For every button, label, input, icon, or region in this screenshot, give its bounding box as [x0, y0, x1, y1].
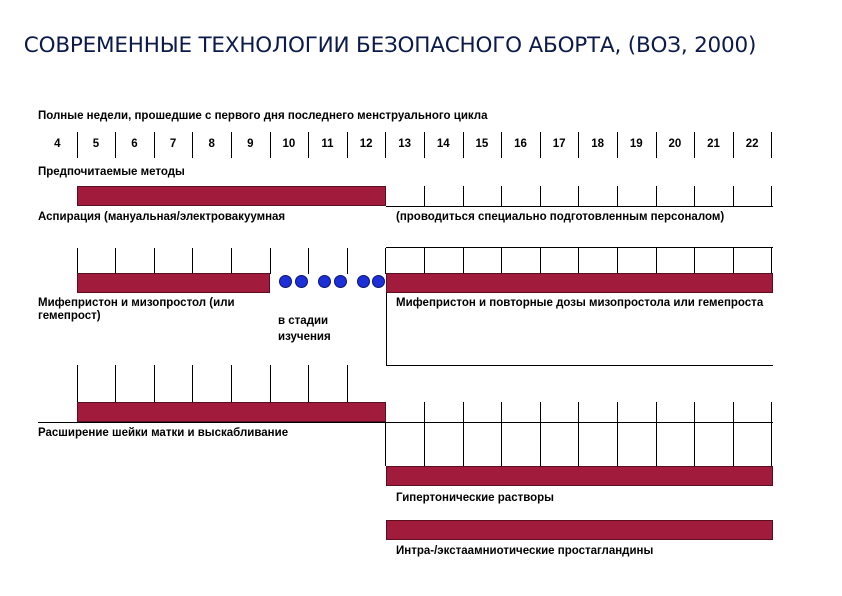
mife-tick-1 [77, 248, 78, 274]
week-label-18: 18 [591, 138, 605, 150]
dc-right-tick-19 [771, 402, 772, 466]
dilation-curettage-bar [77, 402, 386, 422]
mife-tick-3 [154, 248, 155, 274]
dc-right-tick-15 [617, 402, 618, 466]
week-divider-5 [231, 132, 232, 158]
mife-tick-8 [347, 248, 348, 274]
dc-tick-8 [347, 365, 348, 403]
week-divider-15 [617, 132, 618, 158]
week-label-22: 22 [745, 138, 759, 150]
week-label-21: 21 [707, 138, 720, 150]
dc-tick-6 [270, 365, 271, 403]
mife-tick-right-13 [540, 248, 541, 274]
week-divider-14 [578, 132, 579, 158]
dc-right-tick-18 [733, 402, 734, 466]
mifepristone-label: Мифепристон и мизопростол (или гемепрост) [38, 297, 235, 322]
dc-right-tick-17 [694, 402, 695, 466]
mifepristone-bottom-line [386, 365, 773, 366]
week-divider-17 [694, 132, 695, 158]
mife-tick-right-11 [463, 248, 464, 274]
week-divider-3 [154, 132, 155, 158]
aspiration-bottom-line [386, 247, 773, 248]
study-dot-4 [334, 275, 347, 288]
week-label-7: 7 [169, 138, 177, 150]
week-label-12: 12 [359, 138, 373, 150]
dc-tick-7 [308, 365, 309, 403]
mife-tick-right-10 [424, 248, 425, 274]
aspiration-tick-16 [656, 186, 657, 206]
week-divider-16 [656, 132, 657, 158]
dc-bottom-line [38, 422, 773, 423]
mife-tick-right-9 [385, 248, 386, 274]
week-divider-7 [308, 132, 309, 158]
week-label-19: 19 [629, 138, 643, 150]
dc-right-tick-12 [501, 402, 502, 466]
week-label-15: 15 [475, 138, 489, 150]
mife-tick-right-14 [578, 248, 579, 274]
mife-tick-6 [270, 248, 271, 274]
aspiration-tick-17 [694, 186, 695, 206]
dc-right-tick-11 [463, 402, 464, 466]
week-divider-1 [77, 132, 78, 158]
aspiration-right-line [386, 206, 773, 207]
study-dot-1 [279, 275, 292, 288]
aspiration-bar [77, 186, 386, 206]
week-divider-13 [540, 132, 541, 158]
week-label-20: 20 [668, 138, 682, 150]
aspiration-tick-18 [733, 186, 734, 206]
section-label: Предпочитаемые методы [38, 166, 185, 178]
week-label-10: 10 [282, 138, 296, 150]
mife-tick-7 [308, 248, 309, 274]
aspiration-tick-15 [617, 186, 618, 206]
study-dot-5 [357, 275, 370, 288]
mife-tick-right-19 [771, 248, 772, 274]
dilation-curettage-label: Расширение шейки матки и выскабливание [38, 427, 289, 439]
aspiration-tick-12 [501, 186, 502, 206]
week-label-11: 11 [321, 138, 334, 150]
week-label-16: 16 [514, 138, 527, 150]
week-divider-8 [347, 132, 348, 158]
dc-right-tick-13 [540, 402, 541, 466]
week-label-17: 17 [552, 138, 566, 150]
prostaglandin-bar [386, 520, 773, 540]
dc-tick-3 [154, 365, 155, 403]
dc-right-tick-10 [424, 402, 425, 466]
dc-right-tick-16 [656, 402, 657, 466]
week-divider-2 [115, 132, 116, 158]
aspiration-tick-10 [424, 186, 425, 206]
dc-right-tick-14 [578, 402, 579, 466]
page-title: СОВРЕМЕННЫЕ ТЕХНОЛОГИИ БЕЗОПАСНОГО АБОРТА, (ВОЗ, 2000) [23, 33, 757, 58]
study-dot-3 [318, 275, 331, 288]
hypertonic-bar [386, 466, 773, 486]
mife-tick-right-15 [617, 248, 618, 274]
mifepristone-late-bar [386, 273, 773, 293]
mifepristone-late-note: Мифепристон и повторные дозы мизопростола или гемепроста [396, 297, 764, 309]
mife-tick-right-12 [501, 248, 502, 274]
mife-tick-right-18 [733, 248, 734, 274]
study-dot-6 [372, 275, 385, 288]
week-divider-19 [771, 132, 772, 158]
aspiration-note: (проводиться специально подготовленным персоналом) [396, 211, 725, 223]
week-divider-6 [270, 132, 271, 158]
aspiration-tick-19 [771, 186, 772, 206]
week-divider-10 [424, 132, 425, 158]
dc-tick-4 [192, 365, 193, 403]
study-note: в стадии изучения [278, 315, 331, 343]
aspiration-label: Аспирация (мануальная/электровакуумная [38, 211, 286, 223]
mife-tick-5 [231, 248, 232, 274]
dc-tick-5 [231, 365, 232, 403]
dc-tick-1 [77, 365, 78, 403]
aspiration-tick-11 [463, 186, 464, 206]
week-label-8: 8 [208, 138, 215, 150]
study-dot-2 [295, 275, 308, 288]
aspiration-tick-14 [578, 186, 579, 206]
mifepristone-early-bar [77, 273, 270, 293]
week-label-9: 9 [247, 138, 254, 150]
prostaglandin-label: Интра-/экстаамниотические простагландины [396, 545, 654, 557]
study-separator [386, 293, 387, 365]
week-divider-9 [385, 132, 386, 158]
week-label-13: 13 [398, 138, 412, 150]
aspiration-tick-13 [540, 186, 541, 206]
mife-tick-right-16 [656, 248, 657, 274]
mife-tick-4 [192, 248, 193, 274]
week-divider-11 [463, 132, 464, 158]
dc-tick-2 [115, 365, 116, 403]
week-label-14: 14 [436, 138, 450, 150]
mife-tick-2 [115, 248, 116, 274]
mife-tick-right-17 [694, 248, 695, 274]
week-divider-12 [501, 132, 502, 158]
axis-label: Полные недели, прошедшие с первого дня последнего менструального цикла [38, 110, 488, 122]
week-label-5: 5 [92, 138, 100, 150]
hypertonic-label: Гипертонические растворы [396, 492, 555, 504]
week-divider-4 [192, 132, 193, 158]
week-divider-18 [733, 132, 734, 158]
week-label-4: 4 [54, 138, 61, 150]
week-label-6: 6 [131, 138, 138, 150]
